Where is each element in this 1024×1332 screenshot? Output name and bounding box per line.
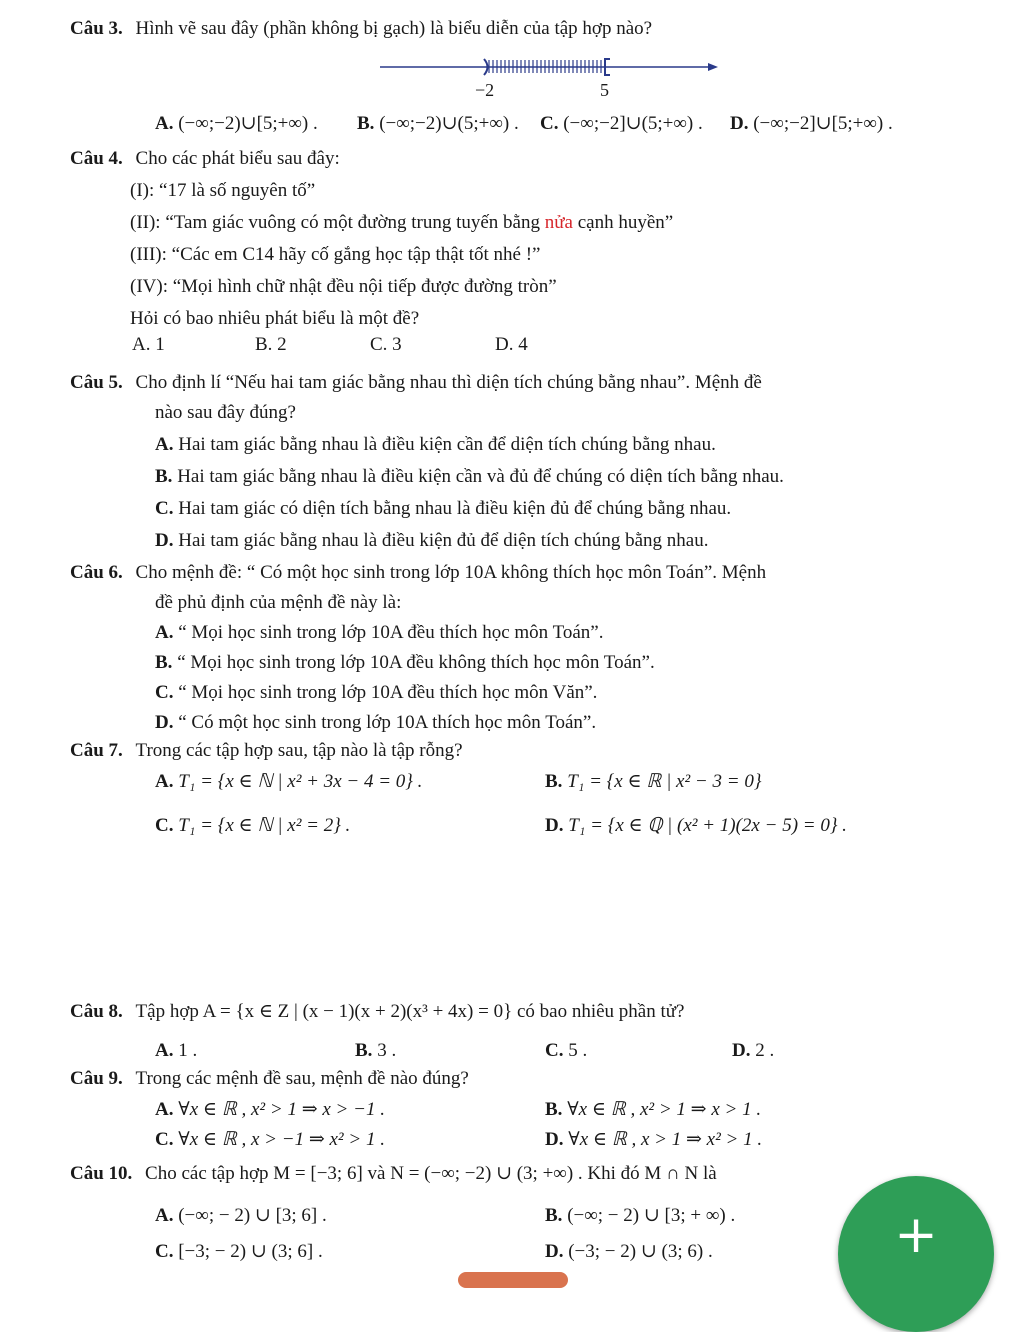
q8-c-text: 5 . [568,1040,588,1061]
q8-b-label: B. [355,1040,373,1061]
q8-label: Câu 8. [70,1001,123,1022]
q10-b [545,1204,735,1227]
number-line-figure [380,52,725,102]
q5-stem [70,372,762,394]
q9-d [545,1128,762,1151]
q7-a-text: T₁ = {x ∈ ℕ | x² + 3x − 4 = 0} . [178,771,423,792]
q3-b [357,112,519,135]
q8-d-text: 2 . [755,1040,775,1061]
q9-a-text: ∀x ∈ ℝ , x² > 1 ⇒ x > −1 . [178,1099,385,1120]
q8-stem [70,1000,684,1023]
q10-a [155,1204,327,1227]
q5-d-text: Hai tam giác bằng nhau là điều kiện đủ để diện tích chúng bằng nhau. [178,530,709,551]
q5-c-text: Hai tam giác có diện tích bằng nhau là điều kiện đủ để chúng bằng nhau. [178,498,732,519]
q7-c-label: C. [155,815,174,836]
q6-c [155,682,597,704]
q7-b [545,770,761,793]
q5-a-label: A. [155,434,174,455]
q10-b-label: B. [545,1205,563,1226]
q4-b: B. 2 [255,334,287,355]
q10-c-text: [−3; − 2) ∪ (3; 6] . [178,1241,323,1262]
hatched-region [488,60,606,73]
q5-c-label: C. [155,498,174,519]
q7-stem [70,740,463,762]
q3-a-text: (−∞;−2)∪[5;+∞) . [178,113,318,134]
q10-d-label: D. [545,1241,564,1262]
q9-b [545,1098,761,1121]
q9-d-text: ∀x ∈ ℝ , x > 1 ⇒ x² > 1 . [568,1129,763,1150]
q8-b [355,1040,396,1062]
q9-b-text: ∀x ∈ ℝ , x² > 1 ⇒ x > 1 . [567,1099,762,1120]
q7-d-label: D. [545,815,564,836]
q3-d-text: (−∞;−2]∪[5;+∞) . [753,113,893,134]
q6-b-text: “ Mọi học sinh trong lớp 10A đều không thích học môn Toán”. [177,652,655,673]
q8-d [732,1040,774,1062]
q8-c [545,1040,587,1062]
q8-a-text: 1 . [178,1040,198,1061]
q5-text2: nào sau đây đúng? [155,402,296,423]
q3-d-label: D. [730,113,749,134]
q9-a [155,1098,385,1121]
q4-s2-highlight: nửa [544,212,573,233]
q5-a [155,434,716,456]
q9-a-label: A. [155,1099,174,1120]
q8-d-label: D. [732,1040,751,1061]
q5-text1: Cho định lí “Nếu hai tam giác bằng nhau thì diện tích chúng bằng nhau”. Mệnh đề [135,372,762,393]
bottom-tab-handle[interactable] [458,1272,568,1288]
q9-text: Trong các mệnh đề sau, mệnh đề nào đúng? [135,1068,469,1089]
q9-b-label: B. [545,1099,563,1120]
q5-a-text: Hai tam giác bằng nhau là điều kiện cần để diện tích chúng bằng nhau. [178,434,716,455]
q3-text: Hình vẽ sau đây (phần không bị gạch) là biểu diễn của tập hợp nào? [135,18,653,39]
q4-d: D. 4 [495,334,528,355]
q9-stem [70,1068,469,1090]
q9-label: Câu 9. [70,1068,123,1089]
q3-b-label: B. [357,113,375,134]
q6-d-label: D. [155,712,174,733]
q4-text: Cho các phát biểu sau đây: [135,148,340,169]
q10-d [545,1240,713,1263]
q5-d-label: D. [155,530,174,551]
plus-icon: + [894,1205,938,1266]
q6-a-label: A. [155,622,174,643]
q5-b-text: Hai tam giác bằng nhau là điều kiện cần và đủ để chúng có diện tích bằng nhau. [177,466,784,487]
q3-c-label: C. [540,113,559,134]
q3-c-text: (−∞;−2]∪(5;+∞) . [563,113,703,134]
q7-a [155,770,422,793]
q5-b-label: B. [155,466,173,487]
q6-c-label: C. [155,682,174,703]
q6-b [155,652,655,674]
q9-c [155,1128,385,1151]
q8-text: Tập hợp A = {x ∈ Z | (x − 1)(x + 2)(x³ + 4x) = 0} có bao nhiêu phần tử? [135,1001,685,1022]
q10-d-text: (−3; − 2) ∪ (3; 6) . [568,1241,713,1262]
q5-c [155,498,731,520]
q10-a-text: (−∞; − 2) ∪ [3; 6] . [178,1205,327,1226]
q6-a [155,622,604,644]
q3-c [540,112,703,135]
q10-c [155,1240,323,1263]
q6-a-text: “ Mọi học sinh trong lớp 10A đều thích học môn Toán”. [178,622,604,643]
q6-d [155,712,596,734]
q3-b-text: (−∞;−2)∪(5;+∞) . [379,113,519,134]
q7-c [155,814,350,837]
q9-c-text: ∀x ∈ ℝ , x > −1 ⇒ x² > 1 . [178,1129,385,1150]
q7-b-text: T₁ = {x ∈ ℝ | x² − 3 = 0} [567,771,762,792]
q7-d [545,814,847,837]
number-line-arrow [708,63,718,71]
q4-statement-1: (I): “17 là số nguyên tố” [130,180,316,201]
q7-label: Câu 7. [70,740,123,761]
q7-a-label: A. [155,771,174,792]
q10-b-text: (−∞; − 2) ∪ [3; + ∞) . [567,1205,736,1226]
number-line-left-label: −2 [475,80,495,100]
q6-stem [70,562,766,584]
q4-a: A. 1 [132,334,165,355]
q3-a-label: A. [155,113,174,134]
q3-stem [70,18,652,40]
q10-a-label: A. [155,1205,174,1226]
q9-d-label: D. [545,1129,564,1150]
q6-text1: Cho mệnh đề: “ Có một học sinh trong lớp 10A không thích học môn Toán”. Mệnh [135,562,767,583]
q6-text2: đề phủ định của mệnh đề này là: [155,592,402,613]
q4-s2-part1: (II): “Tam giác vuông có một đường trung tuyến bằng [130,212,545,233]
q8-c-label: C. [545,1040,564,1061]
q3-d [730,112,893,135]
q7-b-label: B. [545,771,563,792]
q5-b [155,466,784,488]
q10-text: Cho các tập hợp M = [−3; 6] và N = (−∞; −2) ∪ (3; +∞) . Khi đó M ∩ N là [145,1163,717,1184]
q9-c-label: C. [155,1129,174,1150]
q7-d-text: T₁ = {x ∈ ℚ | (x² + 1)(2x − 5) = 0} . [568,815,847,836]
add-fab-button[interactable] [838,1176,994,1332]
q7-text: Trong các tập hợp sau, tập nào là tập rỗng? [135,740,463,761]
q4-statement-2 [130,212,673,234]
q8-a-label: A. [155,1040,174,1061]
q6-b-label: B. [155,652,173,673]
q7-c-text: T₁ = {x ∈ ℕ | x² = 2} . [178,815,351,836]
q4-stem [70,148,340,170]
q8-a [155,1040,197,1062]
q8-b-text: 3 . [377,1040,397,1061]
q6-label: Câu 6. [70,562,123,583]
q10-stem [70,1162,717,1185]
q3-label: Câu 3. [70,18,123,39]
q6-d-text: “ Có một học sinh trong lớp 10A thích học môn Toán”. [178,712,597,733]
q4-statement-3: (III): “Các em C14 hãy cố gắng học tập thật tốt nhé !” [130,244,541,265]
q3-answers [155,112,318,135]
q4-s2-part2: cạnh huyền” [572,212,674,233]
q10-label: Câu 10. [70,1163,133,1184]
q4-ask: Hỏi có bao nhiêu phát biểu là một đề? [130,308,420,329]
q10-c-label: C. [155,1241,174,1262]
q4-c: C. 3 [370,334,402,355]
q5-label: Câu 5. [70,372,123,393]
q6-c-text: “ Mọi học sinh trong lớp 10A đều thích học môn Văn”. [178,682,598,703]
q5-d [155,530,709,552]
q4-statement-4: (IV): “Mọi hình chữ nhật đều nội tiếp được đường tròn” [130,276,557,297]
q4-label: Câu 4. [70,148,123,169]
number-line-right-label: 5 [600,80,609,100]
